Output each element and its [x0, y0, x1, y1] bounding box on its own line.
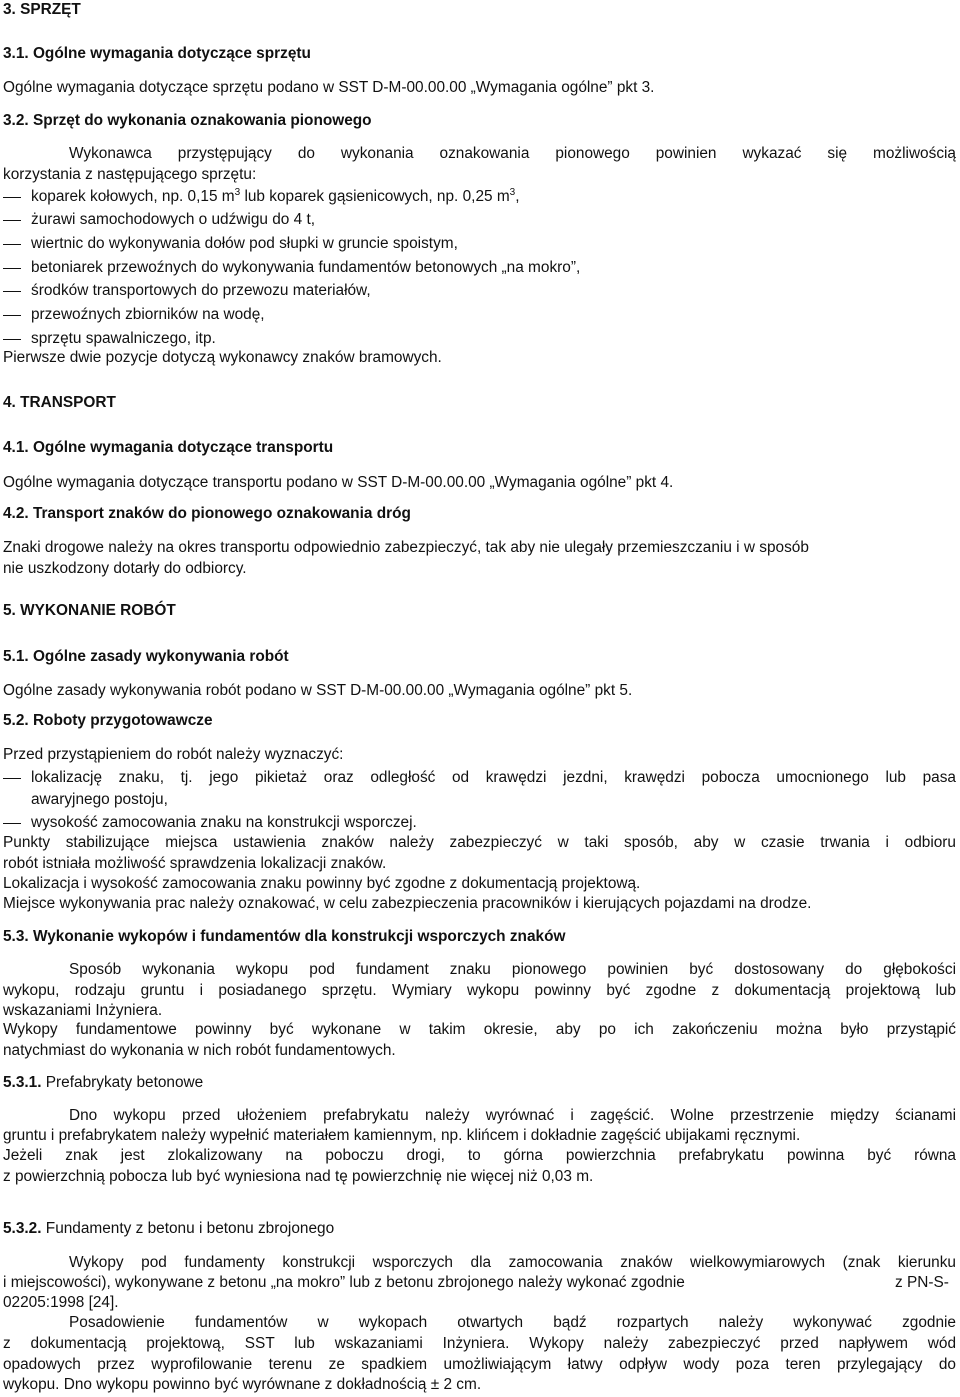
- list-item-text: lub koparek gąsienicowych, np. 0,25 m: [240, 188, 510, 205]
- paragraph-5-2-b-line-2: robót istniała możliwość sprawdzenia lokalizacji znaków.: [3, 855, 387, 872]
- note-paragraph: Pierwsze dwie pozycje dotyczą wykonawcy znaków bramowych.: [3, 349, 442, 366]
- heading-number: 5.3.1.: [3, 1074, 42, 1091]
- superscript: 3: [509, 187, 516, 198]
- heading-text: Fundamenty z betonu i betonu zbrojonego: [41, 1220, 335, 1237]
- paragraph-5-3-line-2: wykopu, rodzaju gruntu i posiadanego sprzętu. Wymiary wykopu powinny być zgodne z dokumentacją projektową lub: [3, 982, 956, 999]
- list-item: wiertnic do wykonywania dołów pod słupki w gruncie spoistym,: [31, 235, 458, 252]
- list-item: środków transportowych do przewozu materiałów,: [31, 282, 371, 299]
- paragraph-5-3-2-line-2: i miejscowości), wykonywane z betonu „na mokro” lub z betonu zbrojonego należy wykonać zgodnie: [3, 1274, 685, 1291]
- list-item: wysokość zamocowania znaku na konstrukcji wsporczej.: [31, 814, 417, 831]
- list-dash: [3, 197, 21, 198]
- paragraph-5-3-1-line-4: z powierzchnią pobocza lub być wyniesiona nad tę powierzchnię nie więcej niż 0,03 m.: [3, 1168, 594, 1185]
- heading-text: Prefabrykaty betonowe: [41, 1074, 204, 1091]
- superscript: 3: [234, 187, 241, 198]
- paragraph-5-2-b-line-1: Punkty stabilizujące miejsca ustawienia znaków należy zabezpieczyć w taki sposób, aby w czasie trwania i odbioru: [3, 834, 956, 851]
- list-dash: [3, 244, 21, 245]
- heading-5-3: 5.3. Wykonanie wykopów i fundamentów dla konstrukcji wsporczych znaków: [3, 928, 566, 945]
- section-3-heading: 3. SPRZĘT: [3, 1, 81, 18]
- heading-5-1: 5.1. Ogólne zasady wykonywania robót: [3, 648, 289, 665]
- paragraph-5-3-2-line-2-end: z PN-S-: [895, 1274, 949, 1291]
- list-item: żurawi samochodowych o udźwigu do 4 t,: [31, 211, 316, 228]
- paragraph-5-3-1-line-3: Jeżeli znak jest zlokalizowany na poboczu drogi, to górna powierzchnia prefabrykatu powinna być równa: [3, 1147, 956, 1164]
- list-item: [31, 187, 520, 207]
- paragraph-5-3-2-b-line-1: Posadowienie fundamentów w wykopach otwartych bądź rozpartych należy wykonywać zgodnie: [69, 1314, 956, 1331]
- heading-5-3-1: [3, 1073, 203, 1093]
- heading-5-2: 5.2. Roboty przygotowawcze: [3, 712, 213, 729]
- heading-3-2: 3.2. Sprzęt do wykonania oznakowania pionowego: [3, 112, 372, 129]
- list-dash: [3, 778, 21, 779]
- paragraph-5-3-2-b-line-3: opadowych przez wyprofilowanie terenu ze spadkiem umożliwiającym łatwy odpływ wody poza teren przylegający do: [3, 1356, 956, 1373]
- list-item: sprzętu spawalniczego, itp.: [31, 330, 216, 347]
- paragraph-5-3-line-1: Sposób wykonania wykopu pod fundament znaku pionowego powinien być dostosowany do głębokości: [69, 961, 956, 978]
- paragraph-5-3-b-line-2: natychmiast do wykonania w nich robót fundamentowych.: [3, 1042, 396, 1059]
- section-4-heading: 4. TRANSPORT: [3, 394, 116, 411]
- list-item-text: koparek kołowych, np. 0,15 m: [31, 188, 235, 205]
- paragraph-5-3-b-line-1: Wykopy fundamentowe powinny być wykonane w takim okresie, aby po ich zakończeniu można było przystąpić: [3, 1021, 956, 1038]
- paragraph-4-2-line-2: nie uszkodzony dotarły do odbiorcy.: [3, 560, 247, 577]
- paragraph-5-3-2-line-1: Wykopy pod fundamenty konstrukcji wsporczych dla zamocowania znaków wielkowymiarowych (znak kierunku: [69, 1254, 956, 1271]
- list-dash: [3, 220, 21, 221]
- list-dash: [3, 268, 21, 269]
- list-dash: [3, 315, 21, 316]
- heading-3-1: 3.1. Ogólne wymagania dotyczące sprzętu: [3, 45, 311, 62]
- paragraph-3-2-line-1: Wykonawca przystępujący do wykonania oznakowania pionowego powinien wykazać się możliwością: [69, 145, 956, 162]
- list-item: betoniarek przewoźnych do wykonywania fundamentów betonowych „na mokro”,: [31, 259, 581, 276]
- section-5-heading: 5. WYKONANIE ROBÓT: [3, 602, 176, 619]
- paragraph-3-1: Ogólne wymagania dotyczące sprzętu podano w SST D-M-00.00.00 „Wymagania ogólne” pkt 3.: [3, 79, 655, 96]
- list-dash: [3, 823, 21, 824]
- paragraph-5-2-intro: Przed przystąpieniem do robót należy wyznaczyć:: [3, 746, 344, 763]
- paragraph-5-3-2-b-line-4: wykopu. Dno wykopu powinno być wyrównane z dokładnością ± 2 cm.: [3, 1376, 482, 1393]
- paragraph-3-2-line-2: korzystania z następującego sprzętu:: [3, 166, 257, 183]
- paragraph-5-3-2-line-3: 02205:1998 [24].: [3, 1294, 119, 1311]
- list-item-continuation: awaryjnego postoju,: [31, 791, 168, 808]
- paragraph-5-3-1-line-2: gruntu i prefabrykatem należy wypełnić materiałem kamiennym, np. klińcem i dokładnie zagęścić ubijakami ręcznymi.: [3, 1127, 801, 1144]
- list-item: lokalizację znaku, tj. jego pikietaż oraz odległość od krawędzi jezdni, krawędzi pobocza umocnionego lub pasa: [31, 769, 956, 786]
- paragraph-5-3-2-b-line-2: z dokumentacją projektową, SST lub wskazaniami Inżyniera. Wykopy należy zabezpieczyć przed napływem wód: [3, 1335, 956, 1352]
- heading-number: 5.3.2.: [3, 1220, 42, 1237]
- paragraph-5-2-d: Miejsce wykonywania prac należy oznakować, w celu zabezpieczenia pracowników i kierujących pojazdami na drodze.: [3, 895, 812, 912]
- paragraph-5-2-c: Lokalizacja i wysokość zamocowania znaku powinny być zgodne z dokumentacją projektową.: [3, 875, 641, 892]
- list-dash: [3, 339, 21, 340]
- list-item-text: ,: [515, 188, 520, 205]
- heading-4-2: 4.2. Transport znaków do pionowego oznakowania dróg: [3, 505, 411, 522]
- heading-5-3-2: [3, 1219, 334, 1239]
- list-dash: [3, 291, 21, 292]
- paragraph-5-3-line-3: wskazaniami Inżyniera.: [3, 1002, 163, 1019]
- paragraph-5-3-1-line-1: Dno wykopu przed ułożeniem prefabrykatu należy wyrównać i zagęścić. Wolne przestrzenie między ścianami: [69, 1107, 956, 1124]
- paragraph-5-1: Ogólne zasady wykonywania robót podano w SST D-M-00.00.00 „Wymagania ogólne” pkt 5.: [3, 682, 633, 699]
- list-item: przewoźnych zbiorników na wodę,: [31, 306, 265, 323]
- paragraph-4-2-line-1: Znaki drogowe należy na okres transportu odpowiednio zabezpieczyć, tak aby nie ulegały przemieszczaniu i w sposób: [3, 539, 809, 556]
- paragraph-4-1: Ogólne wymagania dotyczące transportu podano w SST D-M-00.00.00 „Wymagania ogólne” pkt 4.: [3, 474, 674, 491]
- heading-4-1: 4.1. Ogólne wymagania dotyczące transportu: [3, 439, 334, 456]
